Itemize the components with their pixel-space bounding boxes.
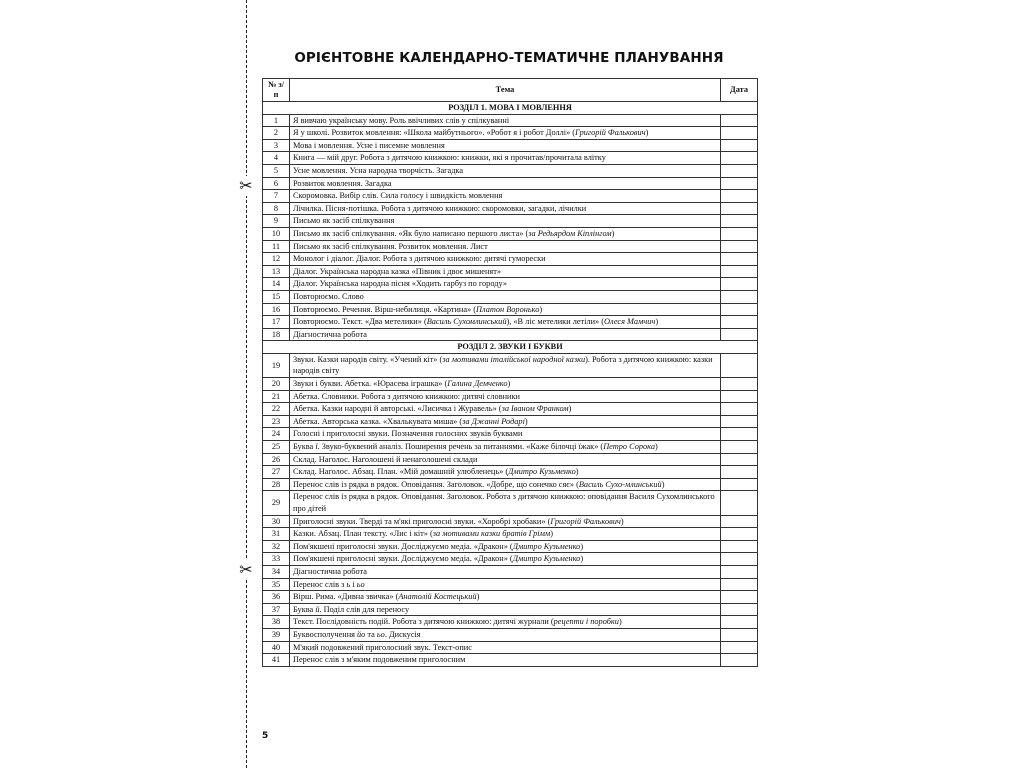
header-topic: Тема [290, 79, 721, 102]
scissors-icon: ✂ [236, 560, 256, 580]
table-row [263, 453, 758, 466]
topic-author: йо [357, 629, 366, 639]
row-topic [290, 303, 721, 316]
row-date[interactable] [721, 578, 758, 591]
row-date[interactable] [721, 114, 758, 127]
page-title: ОРІЄНТОВНЕ КАЛЕНДАРНО-ТЕМАТИЧНЕ ПЛАНУВАННЯ [294, 50, 724, 66]
topic-text: Абетка. Словники. Робота з дитячою книжкою: дитячі словники [293, 391, 520, 401]
row-number: 2 [263, 127, 290, 140]
topic-text: Письмо як засіб спілкування. Розвиток мовлення. Лист [293, 241, 488, 251]
table-row [263, 328, 758, 341]
table-row [263, 227, 758, 240]
row-number: 41 [263, 654, 290, 667]
topic-text: ) [620, 516, 624, 526]
table-row [263, 578, 758, 591]
row-date[interactable] [721, 227, 758, 240]
row-topic [290, 415, 721, 428]
topic-text: ) [580, 541, 584, 551]
topic-text: ) [476, 592, 480, 602]
topic-author: й [315, 604, 320, 614]
row-number: 24 [263, 428, 290, 441]
table-row [263, 553, 758, 566]
row-topic [290, 328, 721, 341]
row-date[interactable] [721, 628, 758, 641]
topic-text: Розвиток мовлення. Загадка [293, 178, 392, 188]
topic-author: рецепти і поробки [553, 617, 619, 627]
table-row [263, 478, 758, 491]
row-topic [290, 240, 721, 253]
topic-text: . Поділ слів для переносу [319, 604, 410, 614]
row-date[interactable] [721, 415, 758, 428]
topic-text: Перенос слів з [293, 579, 347, 589]
table-row [263, 603, 758, 616]
plan-table-body [263, 102, 758, 667]
row-date[interactable] [721, 253, 758, 266]
row-date[interactable] [721, 378, 758, 391]
topic-text: Звуки і букви. Абетка. «Юрасева іграшка» ( [293, 379, 448, 389]
topic-author: ь [346, 579, 351, 589]
table-row [263, 378, 758, 391]
table-row [263, 177, 758, 190]
row-date[interactable] [721, 616, 758, 629]
row-date[interactable] [721, 290, 758, 303]
row-number: 31 [263, 528, 290, 541]
topic-text: Буква [293, 442, 316, 452]
row-topic [290, 578, 721, 591]
topic-text: ) [507, 379, 511, 389]
topic-text: ) [645, 128, 649, 138]
topic-text: Абетка. Казки народні й авторські. «Лисичка і Журавель» ( [293, 404, 502, 414]
row-date[interactable] [721, 528, 758, 541]
topic-text: Повторюємо. Слово [293, 291, 364, 301]
topic-text: Приголосні звуки. Тверді та м'які приголосні звуки. «Хоробрі хробаки» ( [293, 516, 551, 526]
row-topic [290, 441, 721, 454]
row-topic [290, 139, 721, 152]
row-topic [290, 453, 721, 466]
row-number: 40 [263, 641, 290, 654]
table-row [263, 515, 758, 528]
topic-text: Письмо як засіб спілкування. «Як було написано першого листа» ( [293, 228, 529, 238]
topic-author: Анатолій Костецький [398, 592, 477, 602]
row-date[interactable] [721, 565, 758, 578]
topic-text: Голосні і приголосні звуки. Позначення голосних звуків буквами [293, 429, 523, 439]
topic-text: Повторюємо. Речення. Вірш-небилиця. «Картина» ( [293, 304, 477, 314]
row-date[interactable] [721, 177, 758, 190]
row-topic [290, 553, 721, 566]
table-row [263, 253, 758, 266]
row-number: 29 [263, 491, 290, 515]
topic-text: Діалог. Українська народна пісня «Ходить гарбуз по городу» [293, 279, 507, 289]
topic-text: Мова і мовлення. Усне і писемне мовлення [293, 140, 445, 150]
table-row [263, 152, 758, 165]
topic-text: Діагностична робота [293, 329, 367, 339]
row-date[interactable] [721, 190, 758, 203]
row-topic [290, 565, 721, 578]
row-topic [290, 378, 721, 391]
table-row [263, 628, 758, 641]
table-row [263, 353, 758, 377]
topic-author: за Іваном Франком [501, 404, 569, 414]
topic-text: Вірш. Рима. «Дивна звичка» ( [293, 592, 399, 602]
row-topic [290, 390, 721, 403]
table-row [263, 654, 758, 667]
row-number: 26 [263, 453, 290, 466]
row-date[interactable] [721, 540, 758, 553]
row-topic [290, 152, 721, 165]
row-number: 5 [263, 164, 290, 177]
row-date[interactable] [721, 328, 758, 341]
row-number: 12 [263, 253, 290, 266]
row-number: 4 [263, 152, 290, 165]
row-number: 7 [263, 190, 290, 203]
row-topic [290, 628, 721, 641]
topic-author: Олеся Мамчич [604, 317, 656, 327]
table-row [263, 290, 758, 303]
row-date[interactable] [721, 603, 758, 616]
row-date[interactable] [721, 316, 758, 329]
topic-text: і [350, 579, 357, 589]
table-row [263, 303, 758, 316]
row-date[interactable] [721, 278, 758, 291]
row-number: 38 [263, 616, 290, 629]
row-topic [290, 478, 721, 491]
row-topic [290, 528, 721, 541]
row-date[interactable] [721, 215, 758, 228]
row-number: 35 [263, 578, 290, 591]
row-number: 33 [263, 553, 290, 566]
row-date[interactable] [721, 441, 758, 454]
table-row [263, 565, 758, 578]
topic-author: за мотивами італійської народної казки [442, 354, 586, 364]
topic-text: ) [568, 404, 572, 414]
table-row [263, 641, 758, 654]
row-number: 3 [263, 139, 290, 152]
section-title: РОЗДІЛ 1. МОВА І МОВЛЕННЯ [263, 102, 758, 115]
topic-text: Скоромовка. Вибір слів. Сила голосу і швидкість мовлення [293, 191, 503, 201]
row-topic [290, 403, 721, 416]
table-row [263, 390, 758, 403]
topic-text: Монолог і діалог. Діалог. Робота з дитячою книжкою: дитячі гуморески [293, 254, 546, 264]
row-number: 25 [263, 441, 290, 454]
topic-text: ). Робота з дитячою книжкою: казки народів світу [293, 354, 713, 376]
table-row [263, 215, 758, 228]
row-date[interactable] [721, 164, 758, 177]
topic-author: Дмитро Кузьменко [512, 554, 581, 564]
topic-text: Перенос слів із рядка в рядок. Оповідання. Заголовок. «Добре, що сонечко сяє» ( [293, 479, 579, 489]
topic-text: . Дискусія [384, 629, 421, 639]
topic-text: Книга — мій друг. Робота з дитячою книжкою: книжки, які я прочитав/прочитала влітку [293, 153, 606, 163]
topic-text: ) [539, 304, 543, 314]
topic-author: Григорій Фалькович [575, 128, 646, 138]
topic-text: Буквосполучення [293, 629, 358, 639]
row-topic [290, 114, 721, 127]
header-date: Дата [721, 79, 758, 102]
topic-text: ) [618, 617, 622, 627]
topic-author: за мотивами казки братів Грімм [432, 529, 551, 539]
table-row [263, 278, 758, 291]
table-row [263, 403, 758, 416]
row-number: 8 [263, 202, 290, 215]
row-number: 1 [263, 114, 290, 127]
row-number: 18 [263, 328, 290, 341]
table-row [263, 540, 758, 553]
topic-text: ) [580, 554, 584, 564]
row-date[interactable] [721, 390, 758, 403]
table-row [263, 127, 758, 140]
topic-text: Абетка. Авторська казка. «Хвалькувата миша» ( [293, 416, 463, 426]
row-topic [290, 515, 721, 528]
row-date[interactable] [721, 127, 758, 140]
table-row [263, 616, 758, 629]
table-row [263, 202, 758, 215]
section-row [263, 102, 758, 115]
table-row [263, 466, 758, 479]
row-topic [290, 654, 721, 667]
table-row [263, 114, 758, 127]
table-row [263, 164, 758, 177]
row-number: 14 [263, 278, 290, 291]
row-topic [290, 253, 721, 266]
topic-author: Василь Сухомлинський [426, 317, 507, 327]
topic-text: Казки. Абзац. План тексту. «Лис і кіт» ( [293, 529, 433, 539]
section-title: РОЗДІЛ 2. ЗВУКИ І БУКВИ [263, 341, 758, 354]
topic-author: ьо [356, 579, 365, 589]
topic-author: Василь Сухо-млинський [578, 479, 662, 489]
header-num: № з/п [263, 79, 290, 102]
topic-author: Григорій Фалькович [550, 516, 621, 526]
row-date[interactable] [721, 591, 758, 604]
topic-text: Склад. Наголос. Абзац. План. «Мій домашній улюбленець» ( [293, 467, 509, 477]
topic-text: ) [655, 317, 659, 327]
row-number: 32 [263, 540, 290, 553]
row-topic [290, 164, 721, 177]
row-number: 21 [263, 390, 290, 403]
topic-author: Петро Сорока [603, 442, 655, 452]
row-topic [290, 127, 721, 140]
row-topic [290, 278, 721, 291]
topic-text: Я у школі. Розвиток мовлення: «Школа майбутнього». «Робот я і робот Доллі» ( [293, 128, 576, 138]
topic-text: Пом'якшені приголосні звуки. Досліджуємо медіа. «Дракон» ( [293, 541, 513, 551]
topic-text: ), «В ліс метелики летіли» ( [506, 317, 605, 327]
row-number: 27 [263, 466, 290, 479]
table-row [263, 428, 758, 441]
row-date[interactable] [721, 428, 758, 441]
table-row [263, 491, 758, 515]
topic-text: Пом'якшені приголосні звуки. Досліджуємо медіа. «Дракон» ( [293, 554, 513, 564]
topic-text: ) [550, 529, 553, 539]
row-number: 13 [263, 265, 290, 278]
topic-text: Склад. Наголос. Наголошені й ненаголошені склади [293, 454, 478, 464]
row-topic [290, 428, 721, 441]
row-topic [290, 540, 721, 553]
table-row [263, 415, 758, 428]
topic-author: Дмитро Кузьменко [512, 541, 581, 551]
row-date[interactable] [721, 303, 758, 316]
row-number: 28 [263, 478, 290, 491]
row-topic [290, 466, 721, 479]
topic-text: М'який подовжений приголосний звук. Текст-опис [293, 642, 472, 652]
topic-text: ) [654, 442, 658, 452]
row-date[interactable] [721, 654, 758, 667]
topic-text: Перенос слів з м'яким подовженим приголосним [293, 655, 466, 665]
row-number: 17 [263, 316, 290, 329]
row-topic [290, 316, 721, 329]
row-topic [290, 290, 721, 303]
row-date[interactable] [721, 478, 758, 491]
row-date[interactable] [721, 491, 758, 515]
topic-text: Я вивчаю українську мову. Роль ввічливих слів у спілкуванні [293, 115, 510, 125]
row-date[interactable] [721, 202, 758, 215]
topic-text: Перенос слів із рядка в рядок. Оповідання. Заголовок. Робота з дитячою книжкою: оповідання Василя Сухомлинського про дітей [293, 492, 715, 513]
topic-text: ) [661, 479, 665, 489]
row-topic [290, 603, 721, 616]
topic-text: Діалог. Українська народна казка «Півник і двоє мишенят» [293, 266, 502, 276]
topic-author: Платон Воронько [476, 304, 540, 314]
row-number: 37 [263, 603, 290, 616]
topic-text: Буква [293, 604, 316, 614]
row-date[interactable] [721, 240, 758, 253]
row-number: 39 [263, 628, 290, 641]
table-row [263, 528, 758, 541]
row-number: 6 [263, 177, 290, 190]
table-row [263, 591, 758, 604]
page-number: 5 [262, 731, 269, 741]
topic-text: ) [611, 228, 615, 238]
topic-author: Галина Демченко [447, 379, 508, 389]
plan-table [262, 78, 758, 667]
row-date[interactable] [721, 466, 758, 479]
topic-text: ) [575, 467, 579, 477]
row-topic [290, 265, 721, 278]
topic-author: за Джанні Родарі [462, 416, 525, 426]
cut-line [246, 0, 247, 768]
row-number: 10 [263, 227, 290, 240]
row-topic [290, 616, 721, 629]
row-number: 11 [263, 240, 290, 253]
topic-text: Усне мовлення. Усна народна творчість. Загадка [293, 165, 464, 175]
row-date[interactable] [721, 403, 758, 416]
row-number: 16 [263, 303, 290, 316]
table-header-row [263, 79, 758, 102]
section-row [263, 341, 758, 354]
row-number: 30 [263, 515, 290, 528]
row-number: 20 [263, 378, 290, 391]
row-date[interactable] [721, 553, 758, 566]
table-row [263, 316, 758, 329]
topic-text: Текст. Послідовність подій. Робота з дитячою книжкою: дитячі журнали ( [293, 617, 554, 627]
row-date[interactable] [721, 353, 758, 377]
table-row [263, 139, 758, 152]
row-topic [290, 202, 721, 215]
topic-text: Діагностична робота [293, 566, 367, 576]
table-row [263, 240, 758, 253]
scissors-icon: ✂ [236, 176, 256, 196]
row-topic [290, 227, 721, 240]
topic-text: Лічилка. Пісня-потішка. Робота з дитячою книжкою: скоромовки, загадки, лічилки [293, 203, 587, 213]
row-number: 22 [263, 403, 290, 416]
topic-text: Звуки. Казки народів світу. «Учений кіт» ( [293, 354, 443, 364]
row-topic [290, 190, 721, 203]
row-number: 36 [263, 591, 290, 604]
row-topic [290, 215, 721, 228]
row-number: 23 [263, 415, 290, 428]
row-date[interactable] [721, 453, 758, 466]
row-date[interactable] [721, 152, 758, 165]
row-date[interactable] [721, 641, 758, 654]
row-topic [290, 491, 721, 515]
topic-author: за Редьярдом Кіплінгом [528, 228, 612, 238]
topic-text: Письмо як засіб спілкування [293, 216, 395, 226]
topic-text: ) [524, 416, 528, 426]
table-row [263, 441, 758, 454]
row-number: 19 [263, 353, 290, 377]
row-topic [290, 641, 721, 654]
row-topic [290, 353, 721, 377]
row-date[interactable] [721, 139, 758, 152]
row-number: 34 [263, 565, 290, 578]
topic-author: ї [315, 442, 318, 452]
table-row [263, 265, 758, 278]
row-date[interactable] [721, 265, 758, 278]
row-number: 15 [263, 290, 290, 303]
topic-author: ьо [376, 629, 385, 639]
table-row [263, 190, 758, 203]
topic-author: Дмитро Кузьменко [508, 467, 576, 477]
row-date[interactable] [721, 515, 758, 528]
topic-text: . Звуко-буквений аналіз. Поширення речень за питаннями. «Каже білочці їжак» ( [317, 442, 604, 452]
topic-text: Повторюємо. Текст. «Два метелики» ( [293, 317, 427, 327]
topic-text: та [365, 629, 377, 639]
row-number: 9 [263, 215, 290, 228]
row-topic [290, 177, 721, 190]
row-topic [290, 591, 721, 604]
